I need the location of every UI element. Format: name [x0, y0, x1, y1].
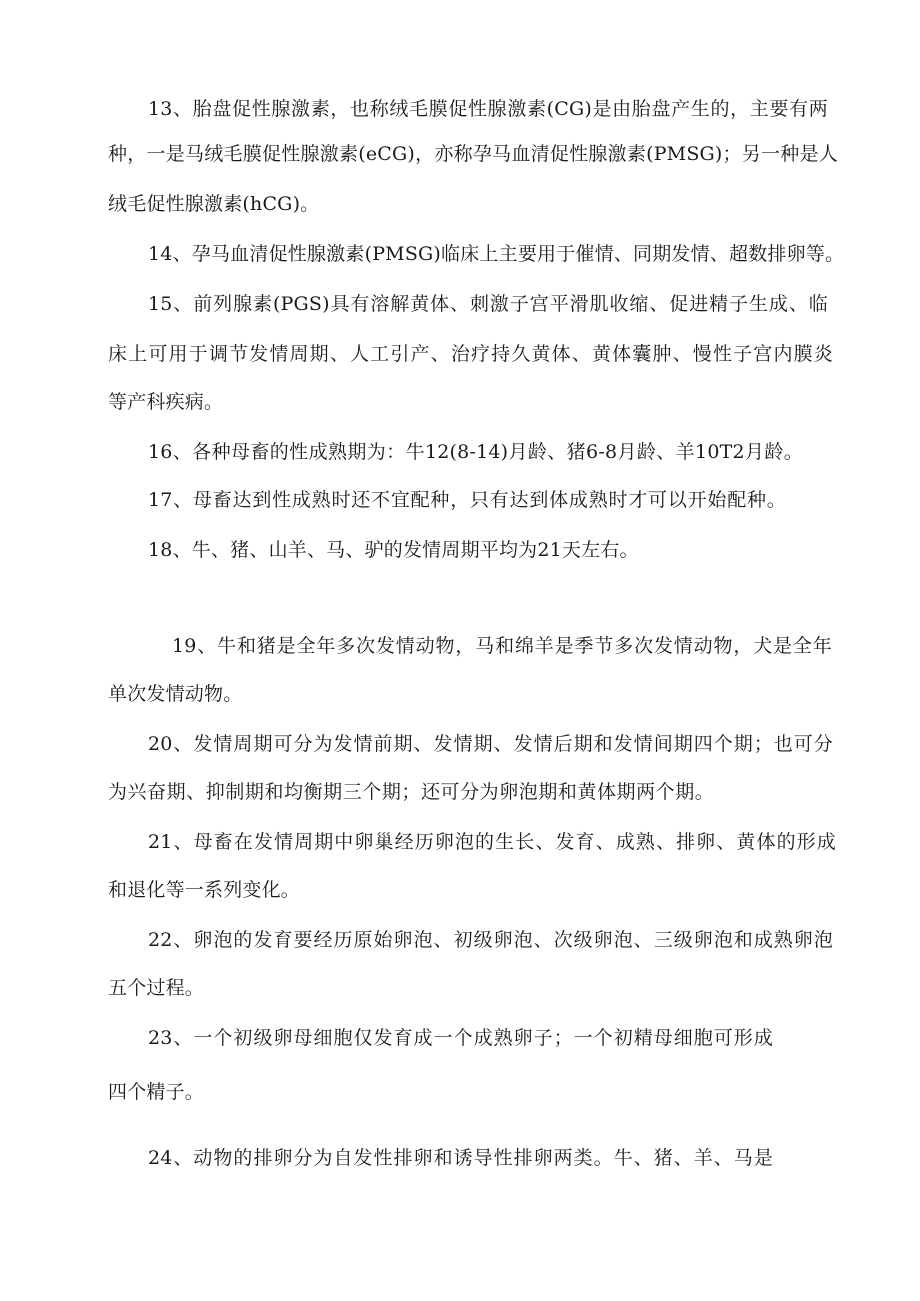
text-line-13c: 绒毛促性腺激素(hCG)。 — [108, 193, 320, 215]
text-line-22a: 22、卵泡的发育要经历原始卵泡、初级卵泡、次级卵泡、三级卵泡和成熟卵泡 — [148, 929, 833, 951]
text-line-19a: 19、牛和猪是全年多次发情动物，马和绵羊是季节多次发情动物，犬是全年 — [172, 635, 832, 657]
text-line-16: 16、各种母畜的性成熟期为：牛12(8-14)月龄、猪6-8月龄、羊10T2月龄。 — [148, 441, 803, 463]
text-line-15b: 床上可用于调节发情周期、人工引产、治疗持久黄体、黄体囊肿、慢性子宫内膜炎 — [108, 343, 833, 365]
text-line-19b: 单次发情动物。 — [108, 683, 243, 705]
text-line-20a: 20、发情周期可分为发情前期、发情期、发情后期和发情间期四个期；也可分 — [148, 733, 833, 755]
text-line-15a: 15、前列腺素(PGS)具有溶解黄体、刺激子宫平滑肌收缩、促进精子生成、临 — [148, 293, 828, 315]
text-line-14: 14、孕马血清促性腺激素(PMSG)临床上主要用于催情、同期发情、超数排卵等。 — [148, 243, 845, 265]
text-line-13b: 种，一是马绒毛膜促性腺激素(eCG)，亦称孕马血清促性腺激素(PMSG)；另一种是人 — [108, 143, 838, 165]
text-line-21a: 21、母畜在发情周期中卵巢经历卵泡的生长、发育、成熟、排卵、黄体的形成 — [148, 831, 836, 853]
text-line-20b: 为兴奋期、抑制期和均衡期三个期；还可分为卵泡期和黄体期两个期。 — [108, 781, 714, 803]
text-line-23a: 23、一个初级卵母细胞仅发育成一个成熟卵子；一个初精母细胞可形成 — [148, 1027, 773, 1049]
text-line-23b: 四个精子。 — [108, 1081, 205, 1103]
text-line-17: 17、母畜达到性成熟时还不宜配种，只有达到体成熟时才可以开始配种。 — [148, 489, 786, 511]
text-line-21b: 和退化等一系列变化。 — [108, 879, 301, 901]
text-line-13a: 13、胎盘促性腺激素，也称绒毛膜促性腺激素(CG)是由胎盘产生的，主要有两 — [148, 98, 828, 120]
text-line-24: 24、动物的排卵分为自发性排卵和诱导性排卵两类。牛、猪、羊、马是 — [148, 1147, 773, 1169]
text-line-22b: 五个过程。 — [108, 977, 205, 999]
text-line-15c: 等产科疾病。 — [108, 391, 224, 413]
text-line-18: 18、牛、猪、山羊、马、驴的发情周期平均为21天左右。 — [148, 539, 639, 561]
